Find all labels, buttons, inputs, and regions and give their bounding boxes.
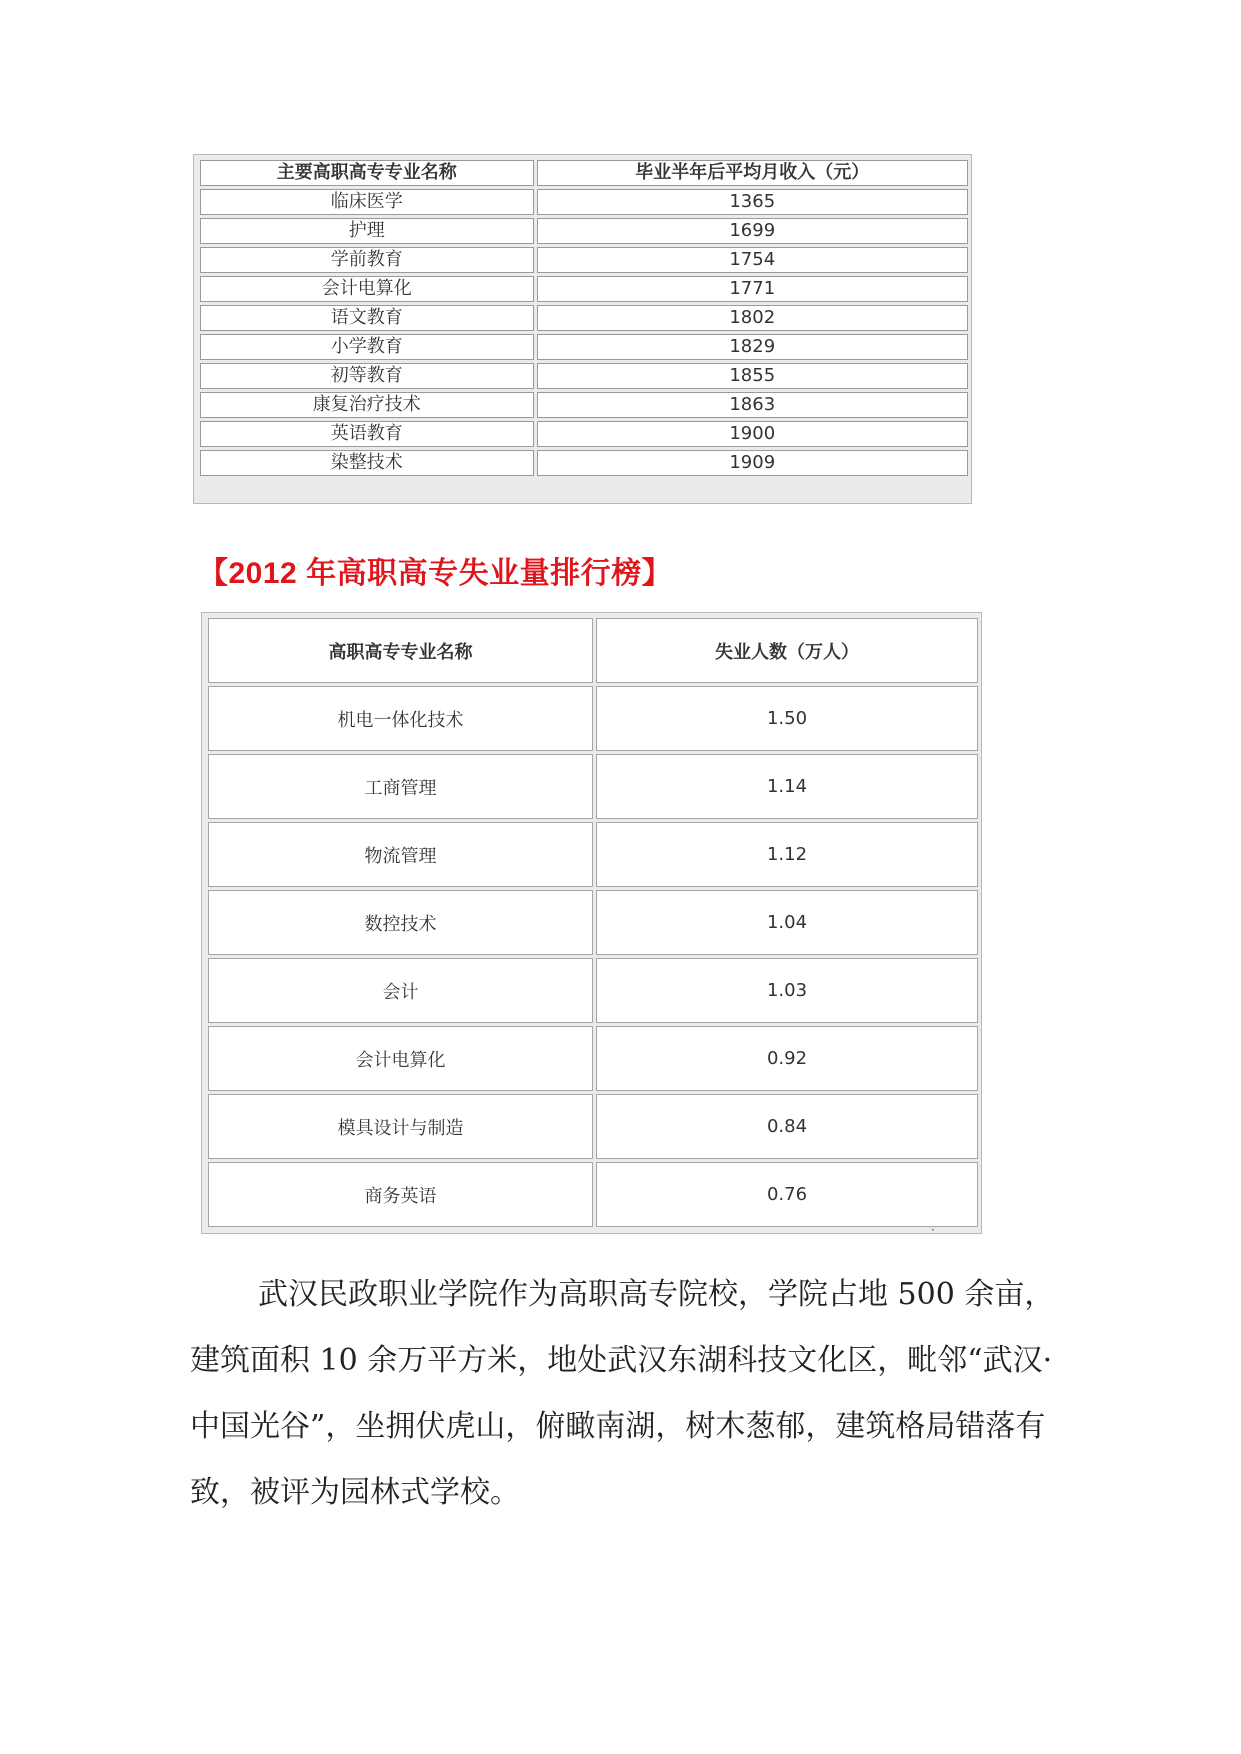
major-cell: 会计电算化 — [200, 276, 534, 302]
income-cell: 1754 — [537, 247, 968, 273]
table-header-row — [200, 160, 968, 186]
major-cell: 小学教育 — [200, 334, 534, 360]
table-row — [208, 1026, 978, 1091]
major-cell: 物流管理 — [208, 822, 593, 887]
unemployed-cell: 0.92 — [596, 1026, 978, 1091]
major-cell: 模具设计与制造 — [208, 1094, 593, 1159]
unemployed-cell: 1.03 — [596, 958, 978, 1023]
table-row — [200, 363, 968, 389]
column-header-unemployed: 失业人数（万人） — [596, 618, 978, 683]
column-header-major: 高职高专专业名称 — [208, 618, 593, 683]
major-cell: 染整技术 — [200, 450, 534, 476]
table-row — [200, 334, 968, 360]
table-row — [208, 890, 978, 955]
major-cell: 机电一体化技术 — [208, 686, 593, 751]
income-cell: 1699 — [537, 218, 968, 244]
major-cell: 数控技术 — [208, 890, 593, 955]
table-row — [200, 450, 968, 476]
major-cell: 临床医学 — [200, 189, 534, 215]
major-cell: 商务英语 — [208, 1162, 593, 1227]
intro-paragraph: 武汉民政职业学院作为高职高专院校，学院占地 500 余亩，建筑面积 10 余万平方米，地处武汉东湖科技文化区，毗邻“武汉·中国光谷”，坐拥伏虎山，俯瞰南湖，树木葱郁，建筑格局错落有致，被评为园林式学校。 — [190, 1277, 1055, 1510]
unemployed-cell: 0.76 — [596, 1162, 978, 1227]
table-header-row — [208, 618, 978, 683]
table-row — [200, 421, 968, 447]
major-cell: 语文教育 — [200, 305, 534, 331]
major-cell: 护理 — [200, 218, 534, 244]
table-row — [208, 686, 978, 751]
income-cell: 1802 — [537, 305, 968, 331]
unemployed-cell: 1.14 — [596, 754, 978, 819]
table-row — [208, 958, 978, 1023]
unemployment-table-container — [201, 612, 982, 1234]
income-table — [197, 157, 971, 479]
unemployment-table — [205, 615, 981, 1230]
income-cell: 1863 — [537, 392, 968, 418]
table-row — [208, 1094, 978, 1159]
table-row — [200, 247, 968, 273]
major-cell: 英语教育 — [200, 421, 534, 447]
table-row — [208, 754, 978, 819]
column-header-income: 毕业半年后平均月收入（元） — [537, 160, 968, 186]
major-cell: 学前教育 — [200, 247, 534, 273]
income-table-container — [193, 154, 972, 504]
income-cell: 1365 — [537, 189, 968, 215]
income-cell: 1771 — [537, 276, 968, 302]
table-row — [200, 276, 968, 302]
table-row — [200, 305, 968, 331]
unemployed-cell: 1.04 — [596, 890, 978, 955]
table-row — [208, 1162, 978, 1227]
table-row — [200, 189, 968, 215]
unemployed-cell: 0.84 — [596, 1094, 978, 1159]
income-cell: 1900 — [537, 421, 968, 447]
major-cell: 会计 — [208, 958, 593, 1023]
income-cell: 1855 — [537, 363, 968, 389]
income-cell: 1909 — [537, 450, 968, 476]
section-heading: 【2012 年高职高专失业量排行榜】 — [198, 557, 673, 590]
unemployed-cell: 1.50 — [596, 686, 978, 751]
stray-mark: · — [931, 1223, 935, 1237]
table-row — [200, 392, 968, 418]
table-row — [208, 822, 978, 887]
column-header-major: 主要高职高专专业名称 — [200, 160, 534, 186]
table-row — [200, 218, 968, 244]
major-cell: 工商管理 — [208, 754, 593, 819]
unemployed-cell: 1.12 — [596, 822, 978, 887]
major-cell: 初等教育 — [200, 363, 534, 389]
income-cell: 1829 — [537, 334, 968, 360]
major-cell: 会计电算化 — [208, 1026, 593, 1091]
major-cell: 康复治疗技术 — [200, 392, 534, 418]
